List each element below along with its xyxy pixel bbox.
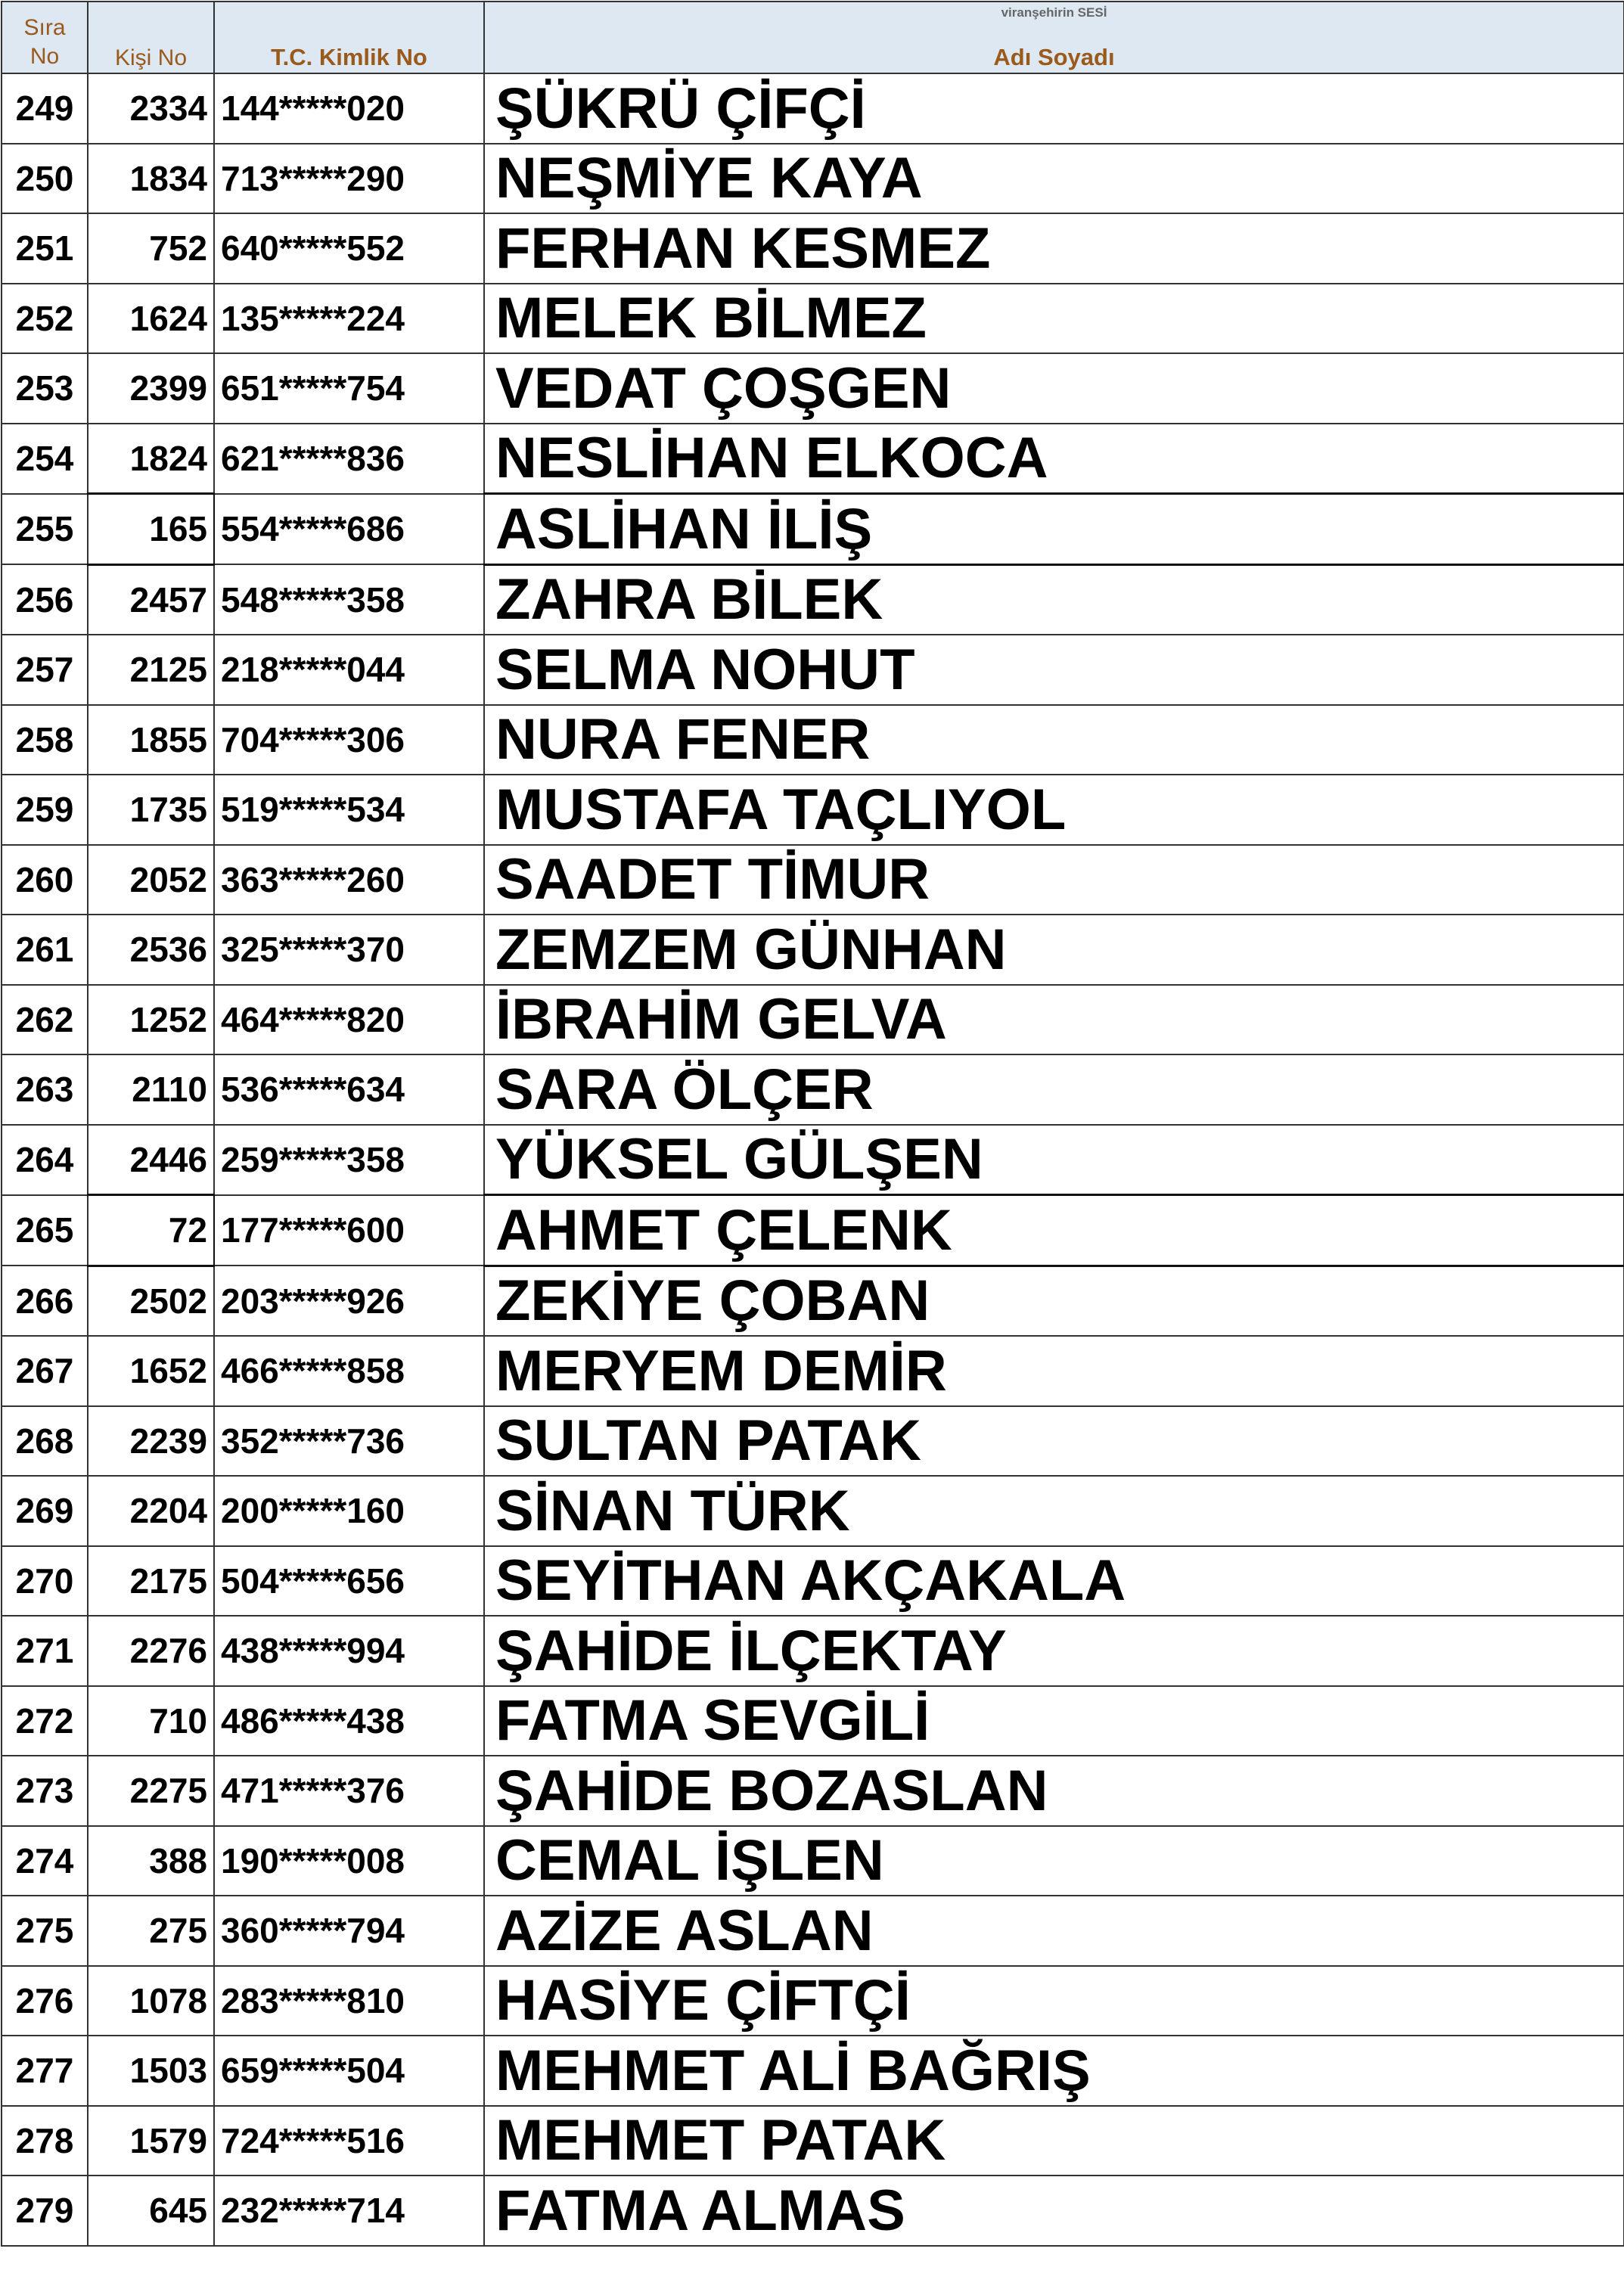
- header-sira-no: Sıra No: [2, 2, 88, 73]
- table-row: [2, 635, 1624, 705]
- cell-kisi-no: 1078: [88, 1966, 214, 2036]
- cell-sira-no: 252: [2, 284, 88, 354]
- cell-tc-kimlik-no: 536*****634: [214, 1054, 484, 1125]
- cell-adi-soyadi: NEŞMİYE KAYA: [484, 144, 1624, 214]
- cell-sira-no: 271: [2, 1616, 88, 1686]
- cell-kisi-no: 2276: [88, 1616, 214, 1686]
- table-row: [2, 1054, 1624, 1125]
- cell-adi-soyadi: VEDAT ÇOŞGEN: [484, 353, 1624, 424]
- table-row: [2, 1686, 1624, 1756]
- cell-tc-kimlik-no: 190*****008: [214, 1826, 484, 1896]
- cell-adi-soyadi: MUSTAFA TAÇLIYOL: [484, 775, 1624, 845]
- header-kisi-no: Kişi No: [88, 2, 214, 73]
- cell-kisi-no: 2446: [88, 1125, 214, 1195]
- cell-tc-kimlik-no: 218*****044: [214, 635, 484, 705]
- cell-tc-kimlik-no: 548*****358: [214, 564, 484, 635]
- cell-kisi-no: 1735: [88, 775, 214, 845]
- cell-adi-soyadi: MEHMET PATAK: [484, 2106, 1624, 2176]
- table-header: [2, 2, 1624, 73]
- cell-sira-no: 249: [2, 73, 88, 144]
- cell-kisi-no: 2334: [88, 73, 214, 144]
- cell-sira-no: 251: [2, 213, 88, 284]
- table-row: [2, 1616, 1624, 1686]
- cell-adi-soyadi: HASİYE ÇİFTÇİ: [484, 1966, 1624, 2036]
- cell-kisi-no: 1834: [88, 144, 214, 214]
- table-row: [2, 845, 1624, 915]
- cell-sira-no: 256: [2, 564, 88, 635]
- cell-kisi-no: 2399: [88, 353, 214, 424]
- cell-tc-kimlik-no: 203*****926: [214, 1266, 484, 1336]
- table-row: [2, 1546, 1624, 1617]
- cell-adi-soyadi: SEYİTHAN AKÇAKALA: [484, 1546, 1624, 1617]
- cell-kisi-no: 1855: [88, 705, 214, 775]
- cell-sira-no: 272: [2, 1686, 88, 1756]
- cell-sira-no: 265: [2, 1195, 88, 1266]
- table-row: [2, 1266, 1624, 1336]
- cell-tc-kimlik-no: 177*****600: [214, 1195, 484, 1266]
- cell-sira-no: 266: [2, 1266, 88, 1336]
- cell-adi-soyadi: ZAHRA BİLEK: [484, 564, 1624, 635]
- cell-sira-no: 273: [2, 1756, 88, 1826]
- cell-kisi-no: 1579: [88, 2106, 214, 2176]
- person-list-table: [1, 1, 1624, 2247]
- cell-tc-kimlik-no: 438*****994: [214, 1616, 484, 1686]
- cell-adi-soyadi: ŞÜKRÜ ÇİFÇİ: [484, 73, 1624, 144]
- cell-adi-soyadi: ASLİHAN İLİŞ: [484, 494, 1624, 565]
- table-row: [2, 2176, 1624, 2246]
- cell-tc-kimlik-no: 363*****260: [214, 845, 484, 915]
- cell-sira-no: 260: [2, 845, 88, 915]
- cell-adi-soyadi: SELMA NOHUT: [484, 635, 1624, 705]
- cell-tc-kimlik-no: 724*****516: [214, 2106, 484, 2176]
- table-row: [2, 705, 1624, 775]
- header-adi-soyadi-label: Adı Soyadı: [993, 44, 1115, 70]
- cell-kisi-no: 388: [88, 1826, 214, 1896]
- cell-sira-no: 267: [2, 1336, 88, 1406]
- table-row: [2, 2106, 1624, 2176]
- cell-sira-no: 269: [2, 1476, 88, 1546]
- cell-tc-kimlik-no: 621*****836: [214, 424, 484, 494]
- cell-adi-soyadi: SULTAN PATAK: [484, 1406, 1624, 1477]
- cell-tc-kimlik-no: 232*****714: [214, 2176, 484, 2246]
- cell-adi-soyadi: MELEK BİLMEZ: [484, 284, 1624, 354]
- cell-tc-kimlik-no: 504*****656: [214, 1546, 484, 1617]
- cell-sira-no: 279: [2, 2176, 88, 2246]
- table-row: [2, 353, 1624, 424]
- cell-kisi-no: 645: [88, 2176, 214, 2246]
- table-body: [2, 73, 1624, 2246]
- cell-adi-soyadi: SİNAN TÜRK: [484, 1476, 1624, 1546]
- cell-adi-soyadi: CEMAL İŞLEN: [484, 1826, 1624, 1896]
- cell-adi-soyadi: ZEKİYE ÇOBAN: [484, 1266, 1624, 1336]
- cell-sira-no: 259: [2, 775, 88, 845]
- cell-adi-soyadi: SARA ÖLÇER: [484, 1054, 1624, 1125]
- cell-sira-no: 264: [2, 1125, 88, 1195]
- table-row: [2, 1476, 1624, 1546]
- cell-kisi-no: 2536: [88, 915, 214, 985]
- cell-sira-no: 255: [2, 494, 88, 565]
- table-row: [2, 2036, 1624, 2106]
- cell-kisi-no: 275: [88, 1896, 214, 1966]
- table-row: [2, 1826, 1624, 1896]
- cell-adi-soyadi: ŞAHİDE İLÇEKTAY: [484, 1616, 1624, 1686]
- cell-kisi-no: 752: [88, 213, 214, 284]
- cell-adi-soyadi: AZİZE ASLAN: [484, 1896, 1624, 1966]
- cell-kisi-no: 2175: [88, 1546, 214, 1617]
- cell-tc-kimlik-no: 704*****306: [214, 705, 484, 775]
- cell-sira-no: 275: [2, 1896, 88, 1966]
- cell-kisi-no: 2457: [88, 564, 214, 635]
- cell-tc-kimlik-no: 464*****820: [214, 985, 484, 1055]
- cell-sira-no: 277: [2, 2036, 88, 2106]
- cell-sira-no: 268: [2, 1406, 88, 1477]
- cell-sira-no: 262: [2, 985, 88, 1055]
- table-row: [2, 73, 1624, 144]
- cell-kisi-no: 1824: [88, 424, 214, 494]
- cell-sira-no: 261: [2, 915, 88, 985]
- cell-kisi-no: 2110: [88, 1054, 214, 1125]
- cell-tc-kimlik-no: 144*****020: [214, 73, 484, 144]
- cell-tc-kimlik-no: 360*****794: [214, 1896, 484, 1966]
- table-row: [2, 144, 1624, 214]
- cell-kisi-no: 2125: [88, 635, 214, 705]
- table-row: [2, 1896, 1624, 1966]
- cell-kisi-no: 1624: [88, 284, 214, 354]
- cell-adi-soyadi: ŞAHİDE BOZASLAN: [484, 1756, 1624, 1826]
- cell-tc-kimlik-no: 471*****376: [214, 1756, 484, 1826]
- cell-adi-soyadi: SAADET TİMUR: [484, 845, 1624, 915]
- cell-kisi-no: 1503: [88, 2036, 214, 2106]
- cell-tc-kimlik-no: 651*****754: [214, 353, 484, 424]
- source-watermark: viranşehirin SESİ: [1001, 5, 1107, 20]
- cell-tc-kimlik-no: 325*****370: [214, 915, 484, 985]
- cell-tc-kimlik-no: 283*****810: [214, 1966, 484, 2036]
- cell-tc-kimlik-no: 554*****686: [214, 494, 484, 565]
- cell-kisi-no: 165: [88, 494, 214, 565]
- cell-tc-kimlik-no: 135*****224: [214, 284, 484, 354]
- cell-kisi-no: 2204: [88, 1476, 214, 1546]
- cell-kisi-no: 2275: [88, 1756, 214, 1826]
- cell-tc-kimlik-no: 640*****552: [214, 213, 484, 284]
- cell-tc-kimlik-no: 659*****504: [214, 2036, 484, 2106]
- cell-sira-no: 263: [2, 1054, 88, 1125]
- table-row: [2, 424, 1624, 494]
- cell-kisi-no: 72: [88, 1195, 214, 1266]
- cell-sira-no: 278: [2, 2106, 88, 2176]
- cell-adi-soyadi: AHMET ÇELENK: [484, 1195, 1624, 1266]
- cell-adi-soyadi: ZEMZEM GÜNHAN: [484, 915, 1624, 985]
- cell-tc-kimlik-no: 259*****358: [214, 1125, 484, 1195]
- header-row: [2, 2, 1624, 73]
- cell-adi-soyadi: FERHAN KESMEZ: [484, 213, 1624, 284]
- cell-kisi-no: 2052: [88, 845, 214, 915]
- table-row: [2, 564, 1624, 635]
- table-row: [2, 915, 1624, 985]
- table-row: [2, 1756, 1624, 1826]
- cell-tc-kimlik-no: 519*****534: [214, 775, 484, 845]
- cell-sira-no: 274: [2, 1826, 88, 1896]
- cell-sira-no: 254: [2, 424, 88, 494]
- table-row: [2, 1406, 1624, 1477]
- cell-sira-no: 270: [2, 1546, 88, 1617]
- cell-sira-no: 276: [2, 1966, 88, 2036]
- table-row: [2, 1195, 1624, 1266]
- cell-tc-kimlik-no: 200*****160: [214, 1476, 484, 1546]
- cell-adi-soyadi: MERYEM DEMİR: [484, 1336, 1624, 1406]
- cell-sira-no: 250: [2, 144, 88, 214]
- table-row: [2, 213, 1624, 284]
- table-row: [2, 985, 1624, 1055]
- cell-kisi-no: 1652: [88, 1336, 214, 1406]
- cell-sira-no: 258: [2, 705, 88, 775]
- cell-adi-soyadi: YÜKSEL GÜLŞEN: [484, 1125, 1624, 1195]
- cell-kisi-no: 2239: [88, 1406, 214, 1477]
- cell-adi-soyadi: NESLİHAN ELKOCA: [484, 424, 1624, 494]
- header-adi-soyadi: [484, 2, 1624, 73]
- table-row: [2, 775, 1624, 845]
- cell-tc-kimlik-no: 352*****736: [214, 1406, 484, 1477]
- cell-kisi-no: 710: [88, 1686, 214, 1756]
- table-row: [2, 1125, 1624, 1195]
- cell-adi-soyadi: İBRAHİM GELVA: [484, 985, 1624, 1055]
- cell-adi-soyadi: FATMA ALMAS: [484, 2176, 1624, 2246]
- cell-tc-kimlik-no: 466*****858: [214, 1336, 484, 1406]
- cell-adi-soyadi: NURA FENER: [484, 705, 1624, 775]
- cell-kisi-no: 1252: [88, 985, 214, 1055]
- cell-sira-no: 257: [2, 635, 88, 705]
- table-row: [2, 494, 1624, 565]
- cell-tc-kimlik-no: 486*****438: [214, 1686, 484, 1756]
- cell-tc-kimlik-no: 713*****290: [214, 144, 484, 214]
- table-row: [2, 1336, 1624, 1406]
- cell-sira-no: 253: [2, 353, 88, 424]
- cell-adi-soyadi: MEHMET ALİ BAĞRIŞ: [484, 2036, 1624, 2106]
- header-tc-kimlik-no: T.C. Kimlik No: [214, 2, 484, 73]
- cell-kisi-no: 2502: [88, 1266, 214, 1336]
- table-row: [2, 284, 1624, 354]
- table-row: [2, 1966, 1624, 2036]
- cell-adi-soyadi: FATMA SEVGİLİ: [484, 1686, 1624, 1756]
